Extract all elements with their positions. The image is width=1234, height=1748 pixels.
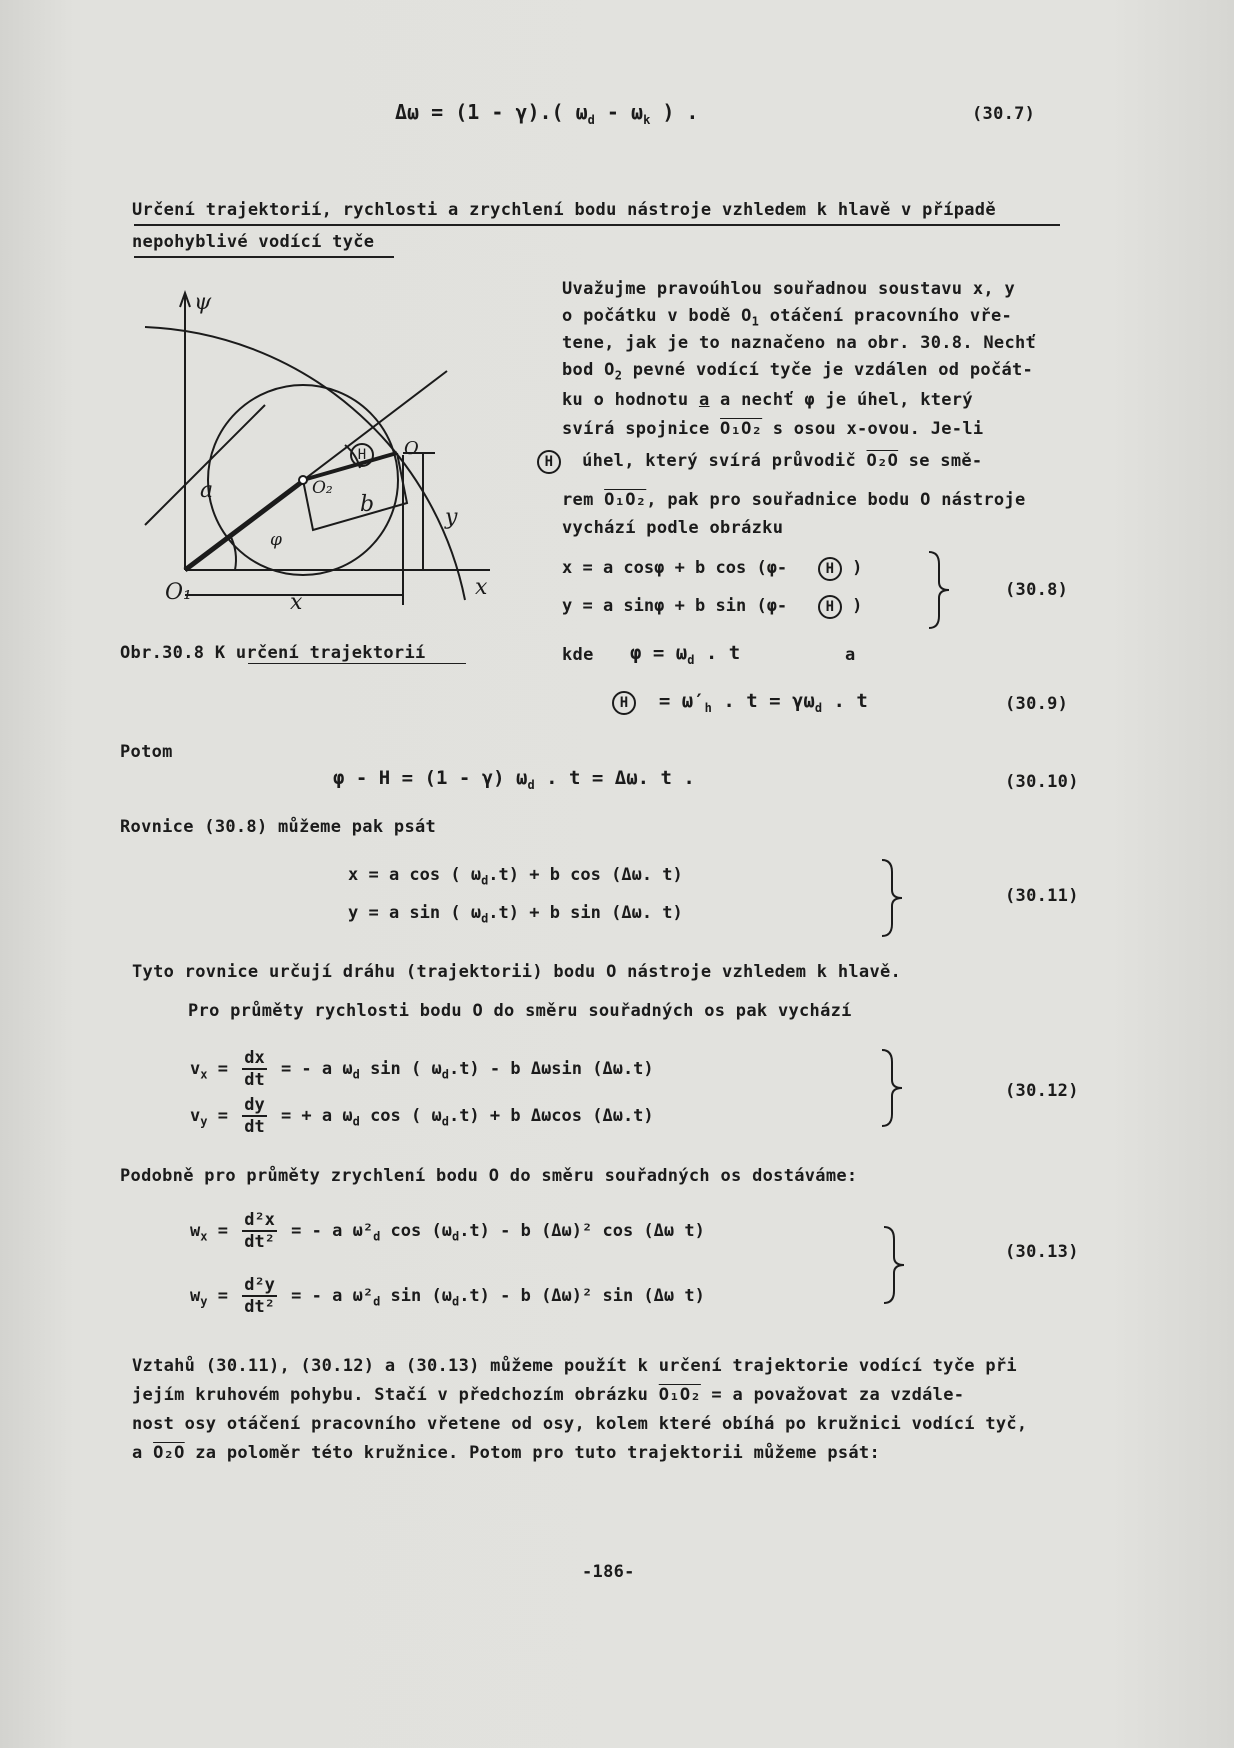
brace-30-12 bbox=[878, 1048, 908, 1128]
heading-underline-2 bbox=[134, 256, 394, 258]
rovnice-text: Rovnice (30.8) můžeme pak psát bbox=[120, 817, 437, 837]
equation-30-8-x: x = a cosφ + b cos (φ- H ) bbox=[562, 557, 862, 581]
para1-line1: Uvažujme pravoúhlou souřadnou soustavu x, y bbox=[562, 279, 1015, 299]
equation-number-30-10: (30.10) bbox=[1005, 772, 1079, 792]
equation-30-13-wx: $w_x$ = $\frac{\text{d²x}}{\text{dt²}}$ = - a $\omega^2_d$ $\cos (\omega_d.t)$ - b (Δω)² cos (Δω t) bbox=[190, 1210, 705, 1252]
pro-prumety-text: Pro průměty rychlosti bodu O do směru souřadných os pak vychází bbox=[188, 1001, 852, 1021]
equation-number-30-13: (30.13) bbox=[1005, 1242, 1079, 1262]
equation-30-7: Δω = (1 - γ).( $\omega_d - \omega_k$ ) . bbox=[395, 100, 699, 127]
equation-number-30-7: (30.7) bbox=[972, 104, 1036, 124]
tyto-text: Tyto rovnice určují dráhu (trajektorii) bodu O nástroje vzhledem k hlavě. bbox=[132, 962, 902, 982]
equation-30-12-vy: $v_y$ = $\frac{dy}{dt}$ = + a $\omega_d$ cos ( $\omega_d.t) + b$ Δωcos (Δω.t) bbox=[190, 1095, 654, 1137]
angle-phi-arc bbox=[230, 535, 236, 570]
para1-line2: o počátku v bodě $O_1$ otáčení pracovního vře- bbox=[562, 306, 1013, 329]
figure-caption-underline bbox=[248, 663, 466, 664]
label-y-dimension: y bbox=[445, 505, 458, 530]
label-psi: ψ bbox=[194, 290, 212, 315]
kde-label: kde bbox=[562, 645, 594, 665]
heading-underline-1 bbox=[134, 224, 1060, 226]
vztahu-line3: nost osy otáčení pracovního vřetene od osy, kolem které obíhá po kružnici vodící tyč, bbox=[132, 1414, 1028, 1434]
equation-30-10: φ - H = (1 - γ) $\omega_d$ . t = Δω. t . bbox=[333, 767, 695, 792]
label-H-circled: H bbox=[350, 443, 374, 467]
trajectory-arc bbox=[145, 327, 465, 600]
equation-30-11-y: y = a sin ( $\omega_d.t) + b$ sin (Δω. t) bbox=[348, 903, 683, 926]
equation-number-30-9: (30.9) bbox=[1005, 694, 1069, 714]
label-O1: O₁ bbox=[165, 580, 192, 605]
circled-H: H bbox=[537, 450, 561, 474]
label-x-axis: x bbox=[475, 575, 488, 600]
equation-30-12-vx: $v_x$ = $\frac{dx}{dt}$ = - a $\omega_d$ sin ( $\omega_d.t$) - b Δωsin (Δω.t) bbox=[190, 1048, 654, 1090]
section-heading-line-2: nepohyblivé vodící tyče bbox=[132, 232, 375, 252]
vztahu-line4: a O₂O za poloměr této kružnice. Potom pro tuto trajektorii můžeme psát: bbox=[132, 1443, 880, 1463]
label-O2: O₂ bbox=[312, 478, 333, 498]
equation-number-30-8: (30.8) bbox=[1005, 580, 1069, 600]
equation-number-30-12: (30.12) bbox=[1005, 1081, 1079, 1101]
para1-line5: ku o hodnotu a a nechť φ je úhel, který bbox=[562, 390, 973, 410]
brace-30-8 bbox=[925, 550, 955, 630]
label-a: a bbox=[200, 478, 214, 503]
para1-line9: vychází podle obrázku bbox=[562, 518, 784, 538]
dimension-a bbox=[145, 405, 265, 525]
para1-line3: tene, jak je to naznačeno na obr. 30.8. Nechť bbox=[562, 333, 1037, 353]
equation-30-8-y: y = a sinφ + b sin (φ- H ) bbox=[562, 595, 862, 619]
vztahu-line2: jejím kruhovém pohybu. Stačí v předchozím obrázku O₁O₂ = a považovat za vzdále- bbox=[132, 1385, 965, 1405]
para1-line6: svírá spojnice O₁O₂ s osou x-ovou. Je-li bbox=[562, 419, 984, 439]
brace-30-13 bbox=[880, 1225, 910, 1305]
page-number: -186- bbox=[582, 1562, 635, 1582]
equation-30-9-phi: $\varphi = \omega_d$ . t bbox=[630, 642, 741, 667]
label-phi: φ bbox=[270, 530, 282, 550]
brace-30-11 bbox=[878, 858, 908, 938]
label-x-dimension: x bbox=[290, 590, 303, 615]
label-O: O bbox=[404, 438, 419, 459]
label-b: b bbox=[360, 492, 375, 517]
para1-line4: bod $O_2$ pevné vodící tyče je vzdálen od počát- bbox=[562, 360, 1034, 383]
and-label: a bbox=[845, 645, 856, 665]
para1-line7: H úhel, který svírá průvodič O₂O se smě- bbox=[537, 450, 982, 474]
equation-30-13-wy: $w_y$ = $\frac{\text{d²y}}{\text{dt²}}$ = - a $\omega^2_d$ $\sin (\omega_d.t)$ - b (Δω)² sin (Δω t) bbox=[190, 1275, 705, 1317]
figure-caption: Obr.30.8 K určení trajektorií bbox=[120, 643, 426, 663]
equation-30-11-x: x = a cos ( $\omega_d.t) + b$ cos (Δω. t) bbox=[348, 865, 683, 888]
potom-label: Potom bbox=[120, 742, 173, 762]
para1-line8: rem O₁O₂, pak pro souřadnice bodu O nástroje bbox=[562, 490, 1026, 510]
equation-30-9-H: $H = \omega'_h$ . $t = \gamma\omega_d$ . t bbox=[612, 690, 868, 715]
vztahu-line1: Vztahů (30.11), (30.12) a (30.13) můžeme použít k určení trajektorie vodící tyče při bbox=[132, 1356, 1017, 1376]
podobne-text: Podobně pro průměty zrychlení bodu O do směru souřadných os dostáváme: bbox=[120, 1166, 858, 1186]
equation-number-30-11: (30.11) bbox=[1005, 886, 1079, 906]
section-heading-line-1: Určení trajektorií, rychlosti a zrychlení bodu nástroje vzhledem k hlavě v případě bbox=[132, 200, 996, 220]
